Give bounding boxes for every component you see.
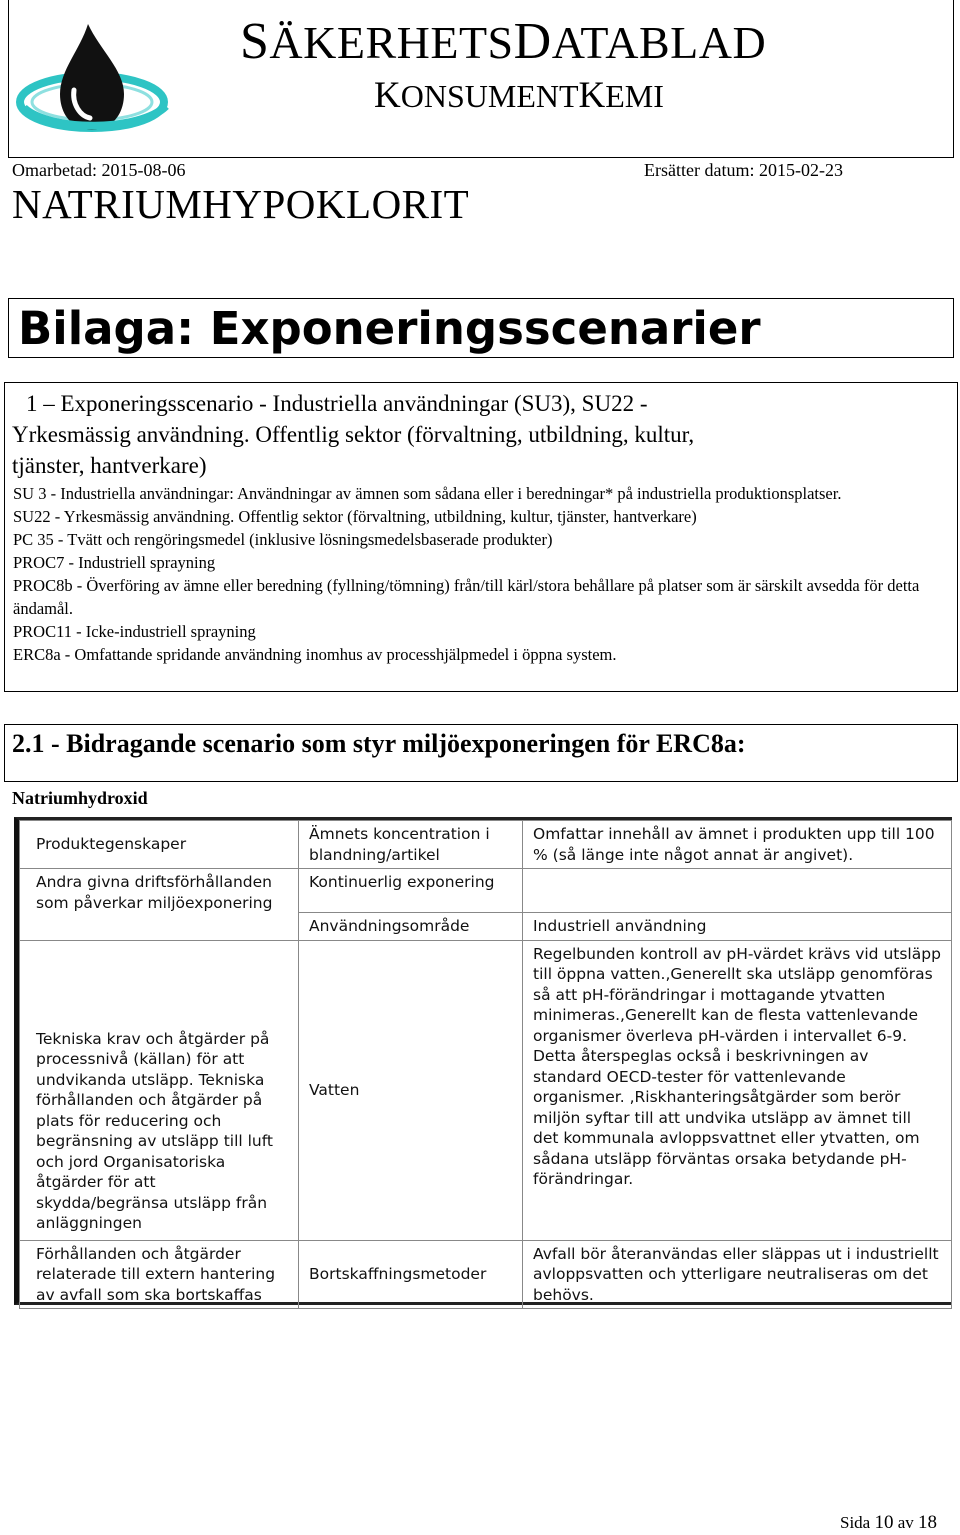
table-cell: Förhållanden och åtgärder relaterade till extern hantering av avfall som ska bortskaffas <box>20 1240 299 1309</box>
table-row <box>20 821 952 869</box>
table-cell: Kontinuerlig exponering <box>299 869 523 913</box>
substance-name: Natriumhydroxid <box>12 788 148 808</box>
revised-date: Omarbetad: 2015-08-06 <box>12 160 186 180</box>
table-cell: Bortskaffningsmetoder <box>299 1240 523 1309</box>
descriptor-line: SU22 - Yrkesmässig användning. Offentlig sektor (förvaltning, utbildning, kultur, tjänster, hantverkare) <box>13 507 697 526</box>
document-subtitle: KONSUMENTKEMI <box>374 75 664 116</box>
section1-title-line: tjänster, hantverkare) <box>12 453 207 478</box>
table-row <box>20 869 952 913</box>
section1-title-line: Yrkesmässig användning. Offentlig sektor (förvaltning, utbildning, kultur, <box>12 422 695 447</box>
section1-title <box>12 388 942 481</box>
appendix-title: Bilaga: Exponeringsscenarier <box>18 302 761 355</box>
table-cell: Avfall bör återanvändas eller släppas ut i industriellt avloppsvatten och ytterligare neutraliseras om det behövs. <box>523 1240 952 1309</box>
scenario-table-image <box>14 817 952 1305</box>
replaces-date: Ersätter datum: 2015-02-23 <box>644 160 843 180</box>
table-cell: Omfattar innehåll av ämnet i produkten upp till 100 % (så länge inte något annat är angivet). <box>523 821 952 869</box>
descriptor-line: PROC11 - Icke-industriell sprayning <box>13 622 256 641</box>
document-title: SÄKERHETSDATABLAD <box>240 13 767 70</box>
table-cell: Vatten <box>299 940 523 1240</box>
table-cell <box>523 869 952 913</box>
descriptor-line: PROC8b - Överföring av ämne eller beredning (fyllning/tömning) från/till kärl/stora behållare på platser som är särskilt avsedda för detta ändamål. <box>13 576 920 618</box>
table-cell: Användningsområde <box>299 913 523 941</box>
scenario-table <box>19 820 952 1309</box>
product-name: NATRIUMHYPOKLORIT <box>12 181 470 227</box>
descriptor-line: SU 3 - Industriella användningar: Användningar av ämnen som sådana eller i beredningar* på industriella produktionsplatser. <box>13 484 842 503</box>
descriptor-line: ERC8a - Omfattande spridande användning inomhus av processhjälpmedel i öppna system. <box>13 645 617 664</box>
table-cell: Industriell användning <box>523 913 952 941</box>
table-cell: Andra givna driftsförhållanden som påverkar miljöexponering <box>20 869 299 941</box>
table-row <box>20 940 952 1240</box>
table-cell: Produktegenskaper <box>20 821 299 869</box>
section1-title-line: 1 – Exponeringsscenario - Industriella användningar (SU3), SU22 - <box>26 391 648 416</box>
page-number: Sida 10 av 18 <box>840 1512 938 1533</box>
drop-logo-icon <box>10 20 180 140</box>
section21-title: 2.1 - Bidragande scenario som styr miljöexponeringen för ERC8a: <box>12 729 746 758</box>
table-cell: Ämnets koncentration i blandning/artikel <box>299 821 523 869</box>
table-cell: Tekniska krav och åtgärder på processnivå (källan) för att undvikanda utsläpp. Tekniska förhållanden och åtgärder på plats för reducering och begränsning av utsläpp till luft och jord Organisatoriska åtgärder för att skydda/begränsa utsläpp från anläggningen <box>20 940 299 1240</box>
table-row <box>20 1240 952 1309</box>
descriptor-line: PROC7 - Industriell sprayning <box>13 553 216 572</box>
descriptor-line: PC 35 - Tvätt och rengöringsmedel (inklusive lösningsmedelsbaserade produkter) <box>13 530 553 549</box>
section1-descriptors <box>13 482 948 666</box>
table-cell: Regelbunden kontroll av pH-värdet krävs vid utsläpp till öppna vatten.,Generellt ska utsläpp genomföras så att pH-förändringar i mottagande ytvatten minimeras.,Generellt kan de flesta vattenlevande organismer överleva pH-värden i intervallet 6-9. Detta återspeglas också i beskrivningen av standard OECD-tester för vattenlevande organismer. ,Riskhanteringsåtgärder som berör miljön syftar till att undvika utsläpp av ämnet till det kommunala avloppsvattnet eller ytvatten, om sådana utsläpp förväntas orsaka betydande pH-förändringar. <box>523 940 952 1240</box>
